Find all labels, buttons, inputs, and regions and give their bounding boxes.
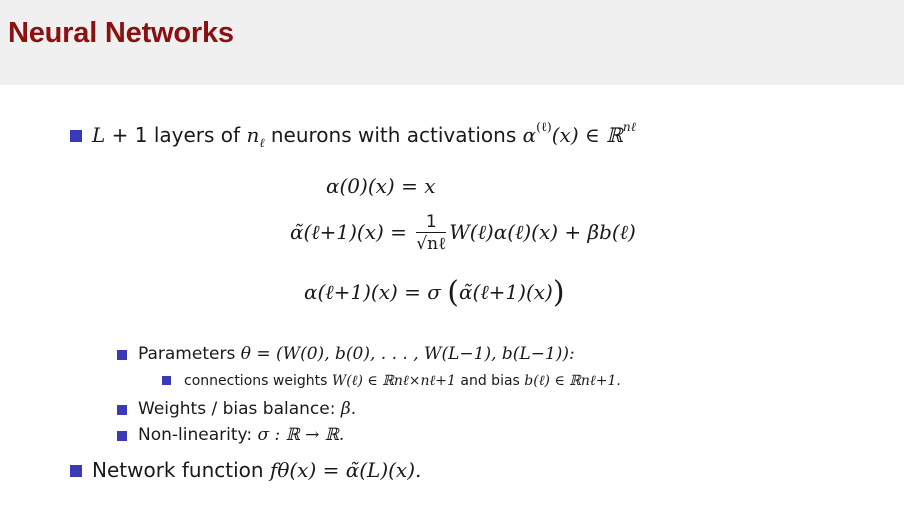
network-function-math: fθ(x) = α̃(L)(x). [269, 458, 422, 482]
nonlinearity-label: Non-linearity: [138, 425, 258, 445]
bullet-balance [138, 399, 356, 419]
subsub-bullet-marker [162, 376, 171, 385]
equation-2-rhs: W(ℓ)α(ℓ)(x) + βb(ℓ) [449, 220, 636, 244]
slide-header [0, 0, 904, 85]
bullet-nonlinearity [138, 425, 344, 445]
equation-1-text: α(0)(x) = x [326, 174, 436, 198]
slide-title: Neural Networks [8, 17, 234, 49]
balance-label: Weights / bias balance: [138, 399, 341, 419]
balance-math: β. [340, 399, 357, 419]
sub-bullet-marker [117, 405, 127, 415]
paren-close: ) [552, 275, 565, 310]
equation-3 [304, 275, 565, 310]
connections-label: connections weights [184, 373, 332, 389]
connections-math: W(ℓ) ∈ ℝnℓ×nℓ+1 [331, 373, 456, 389]
sub-bullet-marker [117, 350, 127, 360]
bullet-marker [70, 465, 82, 477]
fraction-denominator: √nℓ [416, 234, 447, 254]
parameters-math: θ = (W(0), b(0), . . . , W(L−1), b(L−1)): [240, 344, 575, 364]
math-arg: (x) ∈ ℝ [551, 123, 623, 147]
bias-math: b(ℓ) ∈ ℝnℓ+1. [524, 373, 621, 389]
math-n-sub: ℓ [259, 135, 265, 150]
sub-bullet-marker [117, 431, 127, 441]
fraction-numerator: 1 [416, 212, 446, 233]
math-n: n [246, 123, 260, 147]
math-alpha: α [522, 123, 537, 147]
bias-label: and bias [455, 373, 525, 389]
bullet-marker [70, 130, 82, 142]
parameters-label: Parameters [138, 344, 241, 364]
equation-2-lhs: α̃(ℓ+1)(x) = [290, 220, 414, 244]
math-r-sup: nℓ [622, 119, 636, 135]
bullet-parameters [138, 344, 575, 364]
bullet-network-function [92, 458, 421, 482]
text-neurons: neurons with activations [264, 123, 523, 147]
equation-3-inner: α̃(ℓ+1)(x) [459, 280, 553, 304]
nonlinearity-math: σ : ℝ → ℝ. [257, 425, 345, 445]
bullet-connections [184, 372, 621, 390]
text-plus: + 1 layers of [105, 123, 247, 147]
equation-2-fraction [416, 212, 446, 255]
equation-2 [290, 212, 636, 255]
math-L: L [92, 123, 106, 147]
equation-3-lhs: α(ℓ+1)(x) = σ [304, 280, 441, 304]
bullet-layers [92, 119, 636, 150]
paren-open: ( [447, 275, 460, 310]
network-function-label: Network function [92, 458, 270, 482]
equation-1 [326, 174, 435, 198]
math-alpha-sup: (ℓ) [536, 119, 552, 135]
